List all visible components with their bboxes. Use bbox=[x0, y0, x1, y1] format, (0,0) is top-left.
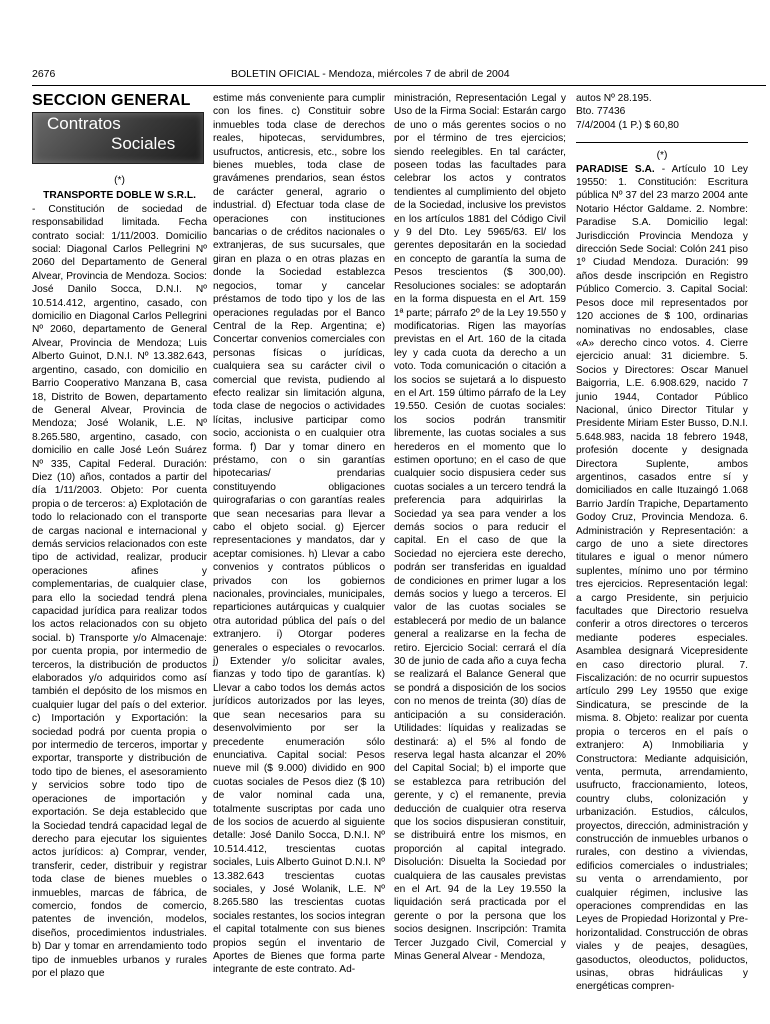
notice-1-autos: autos Nº 28.195. bbox=[576, 93, 652, 104]
column-3 bbox=[394, 92, 566, 962]
notice-1-text-col2: estime más conveniente para cumplir con los fines. c) Constituir sobre inmuebles toda clase de derechos reales, hipotecas, servidumbres, usufructos, anticresis, etc., sobre los bienes muebles, toda clase de gravámenes prendarios, sean éstos de carácter general, agrario o industrial. d) Efectuar toda clase de operaciones con instituciones bancarias o de créditos nacionales o extranjeras, de sus sucursales, que giran en plaza o en otras plazas en donde la Sociedad establezca negocios, tomar y cancelar préstamos de todo tipo y los de las operaciones reguladas por el Banco Central de la Rep. Argentina; e) Concertar convenios comerciales con personas físicas o jurídicas, cualquiera sea su carácter civil o comercial que revista, pudiendo al efecto realizar sin limitación alguna, toda clase de negocios o actividades lícitas, inclusive participar como socio, accionista o en cualquier otra forma. f) Dar y tomar dinero en préstamo, con o sin garantías hipotecarias/ prendarias constituyendo obligaciones quirografarias o con garantías reales que sean necesarias para llevar a cabo el objeto social. g) Ejercer representaciones y mandatos, dar y aceptar comisiones. h) Llevar a cabo convenios y contratos públicos o privados con los gobiernos nacionales, provinciales, municipales, reparticiones autárquicas y cualquier otra autoridad pública del país o del extranjero. i) Otorgar poderes generales o especiales o revocarlos. j) Extender y/o solicitar avales, fianzas y todo tipo de garantías. k) Llevar a cabo todos los demás actos jurídicos autorizados por las leyes, que sean necesarios para su desenvolvimiento por ser la precedente enumeración sólo enunciativa. Capital social: Pesos nueve mil ($ 9.000) dividido en 900 cuotas sociales de Pesos diez ($ 10) de valor nominal cada una, totalmente suscriptas por cada uno de los socios de acuerdo al siguiente detalle: José Danilo Socca, D.N.I. Nº 10.514.412, trescientas cuotas sociales, Luis Alberto Guinot D.N.I. Nº 13.382.643 trescientas cuotas sociales, y José Wolanik, L.E. Nº 8.265.580 las trescientas cuotas sociales restantes, los socios integran el capital totalmente con sus bienes propios según el inventario de Aportes de Bienes que forma parte integrante de este contrato. Ad- bbox=[213, 93, 385, 976]
column-1 bbox=[32, 92, 207, 979]
notice-1-marker: (*) bbox=[114, 175, 125, 186]
notice-1-company: TRANSPORTE DOBLE W S.R.L. bbox=[43, 190, 196, 202]
notice-2-body bbox=[576, 163, 748, 994]
notice-divider bbox=[576, 142, 748, 143]
notice-1-text-col3: ministración, Representación Legal y Uso de la Firma Social: Estarán cargo de uno o más gerentes socios o no por el término de tres ejercicios; siendo reelegibles. En tal carácter, poseen todas las facultades para celebrar los actos y contratos tendientes al cumplimiento del objeto de la Sociedad, inclusive los previstos en los artículos 1881 del Código Civil y 9 del Dto. Ley 5965/63. El/ los gerentes depositarán en la sociedad en concepto de garantía la suma de Pesos trescientos ($ 300,00). Resoluciones sociales: se adoptarán en la forma dispuesta en el Art. 159 1ª parte; párrafo 2º de la Ley 19.550 y modificatorias. Rigen las mayorías previstas en el Art. 160 de la citada ley y cada cuota da derecho a un voto. Toda comunicación o citación a los socios se sujetará a lo dispuesto en el Art. 159 último párrafo de la Ley 19.550. Cesión de cuotas sociales: los socios podrán transmitir libremente, las cuotas sociales a sus herederos en el momento que lo estimen oportuno; en el caso de que cualquier socio dispusiera ceder sus cuotas sociales a un tercero tendrá la preferencia para adquirirlas la Sociedad ya sea para vender a los demás socios o para reducir el capital. En el caso de que la Sociedad no ejerciera este derecho, podrán ser transferidas en igualdad de condiciones en primer lugar a los demás socios y luego a terceros. El valor de las cuotas sociales se establecerá por medio de un balance general a realizarse en la fecha de retiro. Ejercicio Social: cerrará el día 30 de junio de cada año a cuya fecha se realizará el Balance General que se pondrá a disposición de los socios con no menos de treinta (30) días de anticipación a su consideración. Utilidades: líquidas y realizadas se destinará: a) el 5% al fondo de reserva legal hasta alcanzar el 20% del Capital Social; b) el importe que se establezca para retribución del gerente, y c) el remanente, previa deducción de cualquier otra reserva que los socios dispusieran constituir, se distribuirá entre los mismos, en proporción al capital integrado. Disolución: Disuelta la Sociedad por cualquiera de las causales previstas en el Art. 94 de la Ley 19.550 la liquidación será practicada por el gerente o por la persona que los socios designen. Inscripción: Tramita Tercer Juzgado Civil, Comercial y Minas General Alvear - Mendoza, bbox=[394, 93, 566, 962]
notice-2-company: PARADISE S.A. bbox=[576, 163, 655, 175]
header-rule bbox=[32, 85, 766, 86]
badge-line-2: Sociales bbox=[111, 134, 176, 153]
badge-line-1: Contratos bbox=[47, 114, 121, 133]
section-badge bbox=[32, 112, 204, 164]
notice-2-text: - Artículo 10 Ley 19550: 1. Constitución: Escritura pública Nº 37 del 23 marzo 2004 ante Notario Héctor Galdame. 2. Nombre: Paradise S.A. Domicilio legal: Jurisdicción Provincia Mendoza y dirección Sede Social: Colón 241 piso 1º Ciudad Mendoza. Duración: 99 años desde inscripción en Registro Público Comercio. 3. Capital Social: Pesos doce mil representados por 120 acciones de $ 100, ordinarias nominativas no endosables, clase «A» derecho cinco votos. 4. Cierre ejercicio anual: 31 diciembre. 5. Socios y Directores: Oscar Manuel Baigorria, L.E. 6.908.629, nacido 7 junio 1944, Contador Público Nacional, único Director Titular y Presidente Miriam Ester Busso, D.N.I. 5.648.983, nacida 18 febrero 1948, profesión docente y designada Directora Suplente, ambos argentinos, casados entre sí y domiciliados en calle Ituzaingó 1.068 Barrio Jardín Trapiche, Departamento Godoy Cruz, Provincia Mendoza. 6. Administración y Representación: a cargo de uno a siete directores titulares e igual o menor número suplentes, mínimo uno por término tres ejercicios. Representación legal: a cargo Presidente, sin perjuicio facultades que Directorio resuelva conferir a otros directores o terceros mediante poderes especiales. Asamblea designará Vicepresidente en caso directorio plural. 7. Fiscalización: de no ocurrir supuestos artículo 299 Ley 19550 que exige Sindicatura, se prescinde de la misma. 8. Objeto: realizar por cuenta propia o terceros en el país o extranjero: A) Inmobiliaria y Constructora: Mediante adquisición, venta, permuta, arrendamiento, usufructo, fraccionamiento, loteos, country clubs, colonización y urbanización. Estudios, cálculos, proyectos, dirección, administración y construcción de inmuebles urbanos o rurales, con destino a viviendas, edificios comerciales o industriales; su venta o arrendamiento, por cualquier régimen, inclusive las operaciones comprendidas en las Leyes de Propiedad Horizontal y Pre-horizontalidad. Construcción de obras viales y de peajes, desagües, gasoductos, oleoductos, poliductos, usinas, obras hidráulicas y energéticas compren- bbox=[576, 163, 748, 993]
section-title: SECCION GENERAL bbox=[32, 92, 191, 109]
page-number: 2676 bbox=[32, 68, 56, 80]
notice-1-text-col1: - Constitución de sociedad de responsabilidad limitada. Fecha contrato social: 1/11/2003. Domicilio social: Diagonal Carlos Pellegrini Nº 2060 del Departamento de General Alvear, Provincia de Mendoza. Socios: José Danilo Socca, D.N.I. Nº 10.514.412, argentino, casado, con domicilio en Diagonal Carlos Pellegrini Nº 2060, departamento de General Alvear, Provincia de Mendoza; Luis Alberto Guinot, D.N.I. Nº 13.382.643, argentino, casado, con domicilio en Barrio Cooperativo Manzana B, casa 18, Distrito de Bowen, departamento de General Alvear, Provincia de Mendoza; José Wolanik, L.E. Nº 8.265.580, argentino, casado, con domicilio en calle José León Suárez Nº 335, Capital Federal. Duración: Diez (10) años, contados a partir del día 1/11/2003. Objeto: Por cuenta propia o de terceros: a) Explotación de todo lo relacionado con el transporte de cargas nacional e internacional y demás servicios relacionados con este tipo de actividad, realizar, producir operaciones afines y complementarias, de cualquier clase, para ello la sociedad tendrá plena capacidad jurídica para realizar todos los actos relacionados con su objeto social. b) Transporte y/o Almacenaje: por cuenta propia, por intermedio de terceros, la distribución de productos elaborados y/o adquiridos como así también el depósito de los mismos en cualquier lugar del país o del exterior. c) Importación y Exportación: la sociedad podrá por cuenta propia o por intermedio de terceros, importar y exportar, transporte y distribución de todo tipo de bienes, el asesoramiento y servicios sobre todo tipo de operaciones de importación y exportación. Se deja establecido que la Sociedad tendrá capacidad legal de derecho para ejecutar los siguientes actos jurídicos: a) Comprar, vender, transferir, ceder, distribuir y registrar toda clase de bienes muebles o inmuebles, marcas de fábrica, de comercio, fondos de comercio, patentes de invención, modelos, diseños, procedimientos industriales. b) Dar y tomar en arrendamiento todo tipo de inmuebles urbanos y rurales por el plazo que bbox=[32, 203, 207, 979]
column-2 bbox=[213, 92, 385, 976]
page-header bbox=[32, 68, 766, 84]
column-4 bbox=[576, 92, 748, 993]
header-title: BOLETIN OFICIAL - Mendoza, miércoles 7 de abril de 2004 bbox=[231, 68, 510, 80]
notice-2-marker: (*) bbox=[656, 150, 668, 162]
notice-1-boleto: Bto. 77436 bbox=[576, 106, 626, 118]
notice-1-publication: 7/4/2004 (1 P.) $ 60,80 bbox=[576, 119, 679, 131]
